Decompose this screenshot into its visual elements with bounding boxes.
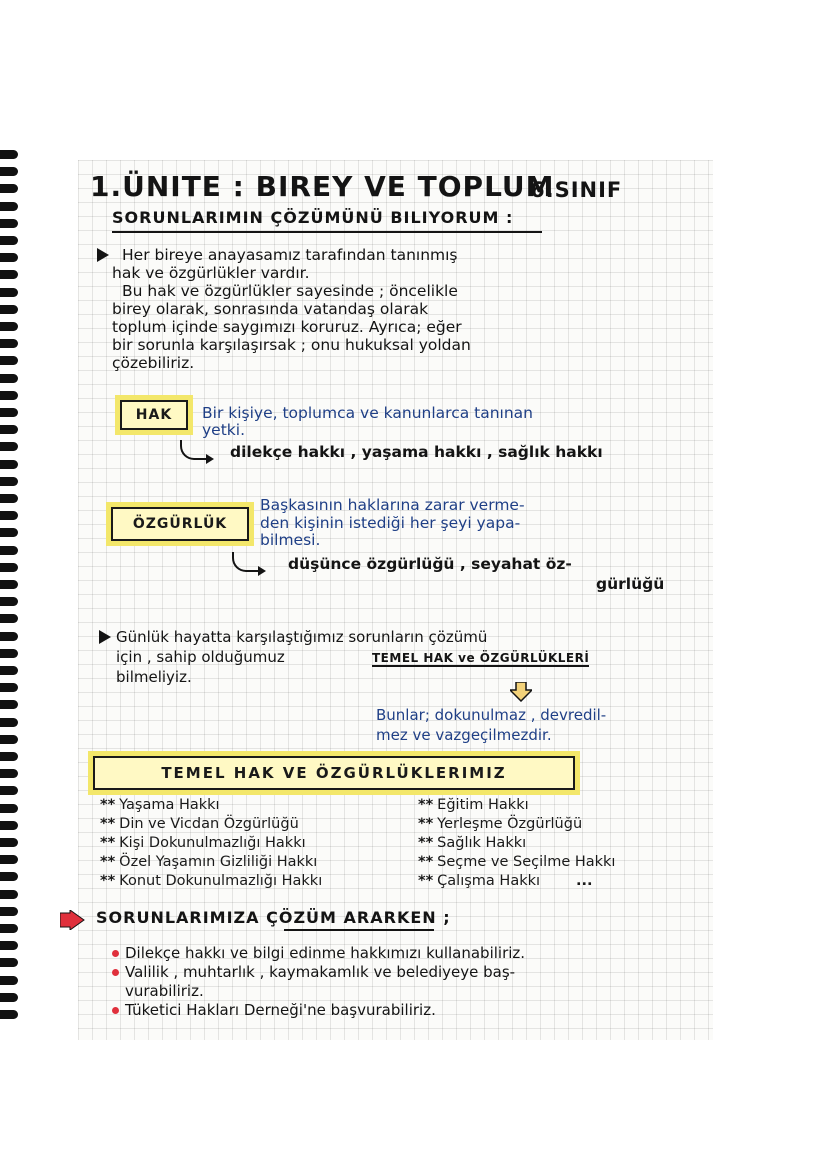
- bullet-dot: [112, 969, 119, 976]
- solutions-title: SORUNLARIMIZA ÇÖZÜM ARARKEN ;: [96, 908, 451, 927]
- list-item: ** Özel Yaşamın Gizliliği Hakkı: [100, 854, 318, 870]
- spiral-ring: [0, 374, 18, 383]
- spiral-ring: [0, 872, 18, 881]
- unit-title: 1.ÜNITE : BIREY VE TOPLUM: [90, 170, 555, 203]
- rights-list-left: [100, 796, 322, 891]
- star-marker: **: [418, 854, 434, 870]
- spiral-ring: [0, 150, 18, 159]
- ozgurluk-definition-continued: den kişinin istediği her şeyi yapa-: [260, 514, 521, 532]
- spiral-ring: [0, 322, 18, 331]
- spiral-ring: [0, 752, 18, 761]
- section-subtitle: SORUNLARIMIN ÇÖZÜMÜNÜ BILIYORUM :: [112, 208, 514, 227]
- rights-title-box: TEMEL HAK VE ÖZGÜRLÜKLERIMIZ: [92, 755, 576, 791]
- spiral-ring: [0, 632, 18, 641]
- intro-line: toplum içinde saygımızı koruruz. Ayrıca; eğer: [112, 318, 462, 336]
- list-item: ** Çalışma Hakkı ...: [418, 873, 593, 889]
- spiral-ring: [0, 546, 18, 555]
- daily-line-1: Günlük hayatta karşılaştığımız sorunların çözümü: [116, 628, 488, 646]
- list-item: ** Konut Dokunulmazlığı Hakkı: [100, 873, 323, 889]
- spiral-ring: [0, 288, 18, 297]
- spiral-ring: [0, 614, 18, 623]
- red-arrow-icon: [60, 910, 86, 930]
- ozgurluk-label-box: ÖZGÜRLÜK: [110, 506, 250, 542]
- spiral-ring: [0, 958, 18, 967]
- list-item: ** Yaşama Hakkı: [100, 797, 220, 813]
- hak-definition-continued: yetki.: [202, 421, 245, 439]
- star-marker: **: [418, 816, 434, 832]
- spiral-ring: [0, 184, 18, 193]
- list-item: ** Sağlık Hakkı: [418, 835, 527, 851]
- hak-label-box: HAK: [119, 399, 189, 431]
- spiral-ring: [0, 580, 18, 589]
- spiral-ring: [0, 528, 18, 537]
- bullet-dot: [112, 1007, 119, 1014]
- spiral-ring: [0, 821, 18, 830]
- bullet-dot: [112, 950, 119, 957]
- triangle-bullet-icon: [98, 629, 112, 649]
- spiral-ring: [0, 649, 18, 658]
- list-item: ** Kişi Dokunulmazlığı Hakkı: [100, 835, 306, 851]
- spiral-ring: [0, 425, 18, 434]
- spiral-ring: [0, 356, 18, 365]
- spiral-ring: [0, 236, 18, 245]
- ozgurluk-definition: Başkasının haklarına zarar verme-: [260, 496, 525, 514]
- star-marker: **: [100, 835, 116, 851]
- spiral-ring: [0, 907, 18, 916]
- list-item: Dilekçe hakkı ve bilgi edinme hakkımızı kullanabiliriz.: [112, 944, 525, 963]
- ellipsis: ...: [576, 873, 593, 889]
- subtitle-underline: [112, 231, 542, 233]
- spiral-ring: [0, 597, 18, 606]
- rights-list-right: [418, 796, 615, 891]
- spiral-ring: [0, 391, 18, 400]
- ozgurluk-definition-end: bilmesi.: [260, 531, 321, 549]
- down-arrow-icon: [510, 682, 532, 702]
- hak-examples: dilekçe hakkı , yaşama hakkı , sağlık hakkı: [230, 443, 603, 461]
- ozgurluk-examples: düşünce özgürlüğü , seyahat öz-: [288, 555, 572, 573]
- triangle-bullet-icon: [96, 247, 110, 267]
- star-marker: **: [100, 854, 116, 870]
- spiral-ring: [0, 718, 18, 727]
- temel-hak-emphasis: TEMEL HAK ve ÖZGÜRLÜKLERİ: [372, 651, 590, 665]
- intro-line: hak ve özgürlükler vardır.: [112, 264, 310, 282]
- spiral-ring: [0, 339, 18, 348]
- spiral-ring: [0, 700, 18, 709]
- star-marker: **: [100, 873, 116, 889]
- list-item: ** Eğitim Hakkı: [418, 797, 529, 813]
- spiral-ring: [0, 786, 18, 795]
- spiral-ring: [0, 838, 18, 847]
- intro-line: çözebiliriz.: [112, 354, 195, 372]
- spiral-ring: [0, 167, 18, 176]
- star-marker: **: [418, 797, 434, 813]
- spiral-ring: [0, 408, 18, 417]
- hak-definition: Bir kişiye, toplumca ve kanunlarca tanınan: [202, 404, 533, 422]
- list-item-continued: vurabiliriz.: [125, 982, 204, 1000]
- spiral-binding: [0, 150, 20, 1030]
- grade-label: 6.SINIF: [530, 178, 623, 202]
- spiral-ring: [0, 683, 18, 692]
- daily-line-3: bilmeliyiz.: [116, 668, 192, 686]
- list-item: ** Seçme ve Seçilme Hakkı: [418, 854, 616, 870]
- spiral-ring: [0, 477, 18, 486]
- spiral-ring: [0, 804, 18, 813]
- spiral-ring: [0, 253, 18, 262]
- solutions-list: [112, 944, 525, 1020]
- spiral-ring: [0, 941, 18, 950]
- spiral-ring: [0, 305, 18, 314]
- spiral-ring: [0, 202, 18, 211]
- spiral-ring: [0, 442, 18, 451]
- intro-line: bir sorunla karşılaşırsak ; onu hukuksal yoldan: [112, 336, 471, 354]
- spiral-ring: [0, 1010, 18, 1019]
- star-marker: **: [418, 835, 434, 851]
- list-item: Valilik , muhtarlık , kaymakamlık ve belediyeye baş-: [112, 963, 525, 982]
- intro-paragraph: [112, 246, 697, 372]
- solutions-underline: [284, 929, 434, 931]
- list-item: Tüketici Hakları Derneği'ne başvurabiliriz.: [112, 1001, 525, 1020]
- spiral-ring: [0, 219, 18, 228]
- spiral-ring: [0, 769, 18, 778]
- spiral-ring: [0, 563, 18, 572]
- star-marker: **: [418, 873, 434, 889]
- star-marker: **: [100, 816, 116, 832]
- list-item: ** Yerleşme Özgürlüğü: [418, 816, 583, 832]
- ozgurluk-examples-continued: gürlüğü: [596, 575, 665, 593]
- spiral-ring: [0, 494, 18, 503]
- intro-line: Her bireye anayasamız tarafından tanınmış: [122, 246, 458, 264]
- spiral-ring: [0, 855, 18, 864]
- spiral-ring: [0, 460, 18, 469]
- spiral-ring: [0, 993, 18, 1002]
- spiral-ring: [0, 890, 18, 899]
- intro-line: Bu hak ve özgürlükler sayesinde ; öncelikle: [122, 282, 458, 300]
- list-item: ** Din ve Vicdan Özgürlüğü: [100, 816, 299, 832]
- spiral-ring: [0, 666, 18, 675]
- spiral-ring: [0, 270, 18, 279]
- spiral-ring: [0, 735, 18, 744]
- spiral-ring: [0, 511, 18, 520]
- spiral-ring: [0, 976, 18, 985]
- rights-note: Bunlar; dokunulmaz , devredil-: [376, 706, 607, 724]
- intro-line: birey olarak, sonrasında vatandaş olarak: [112, 300, 429, 318]
- spiral-ring: [0, 924, 18, 933]
- star-marker: **: [100, 797, 116, 813]
- rights-note-continued: mez ve vazgeçilmezdir.: [376, 726, 552, 744]
- daily-line-2: için , sahip olduğumuz: [116, 648, 285, 666]
